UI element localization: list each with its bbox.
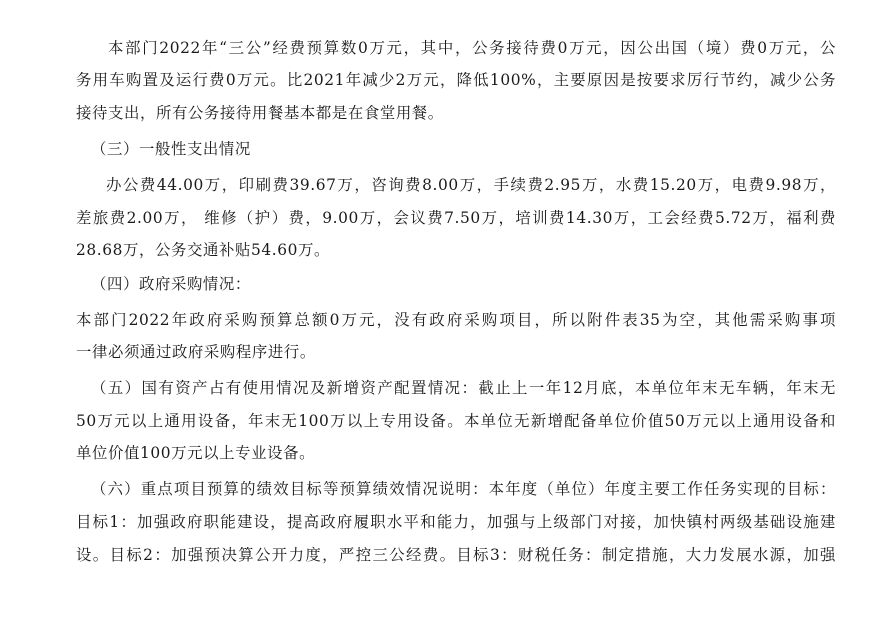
section-heading-procurement: （四）政府采购情况： [91, 275, 251, 293]
paragraph-performance-line-3: 设。目标2：加强预决算公开力度，严控三公经费。目标3：财税任务：制定措施，大力发展水源，加强 [76, 546, 836, 564]
paragraph-procurement-line-2: 一律必须通过政府采购程序进行。 [76, 343, 316, 361]
paragraph-performance-line-1: （六）重点项目预算的绩效目标等预算绩效情况说明：本年度（单位）年度主要工作任务实现的目标： [91, 480, 836, 498]
section-heading-general-expenditure: （三）一般性支出情况 [91, 140, 251, 158]
paragraph-sangong-line-1: 本部门2022年“三公”经费预算数0万元，其中，公务接待费0万元，因公出国（境）费0万元，公 [108, 39, 836, 57]
paragraph-expenses-line-2: 差旅费2.00万， 维修（护）费，9.00万，会议费7.50万，培训费14.30万，工会经费5.72万，福利费 [76, 209, 836, 227]
paragraph-performance-line-2: 目标1：加强政府职能建设，提高政府履职水平和能力，加强与上级部门对接，加快镇村两级基础设施建 [76, 513, 836, 531]
paragraph-assets-line-1: （五）国有资产占有使用情况及新增资产配置情况：截止上一年12月底，本单位年末无车辆，年末无 [91, 379, 836, 397]
paragraph-sangong-line-3: 接待支出，所有公务接待用餐基本都是在食堂用餐。 [76, 104, 444, 122]
paragraph-expenses-line-1: 办公费44.00万，印刷费39.67万，咨询费8.00万，手续费2.95万，水费15.20万，电费9.98万， [106, 176, 836, 194]
paragraph-assets-line-2: 50万元以上通用设备，年末无100万以上专用设备。本单位无新增配备单位价值50万元以上通用设备和 [76, 412, 836, 430]
paragraph-procurement-line-1: 本部门2022年政府采购预算总额0万元，没有政府采购项目，所以附件表35为空，其他需采购事项 [76, 311, 836, 329]
paragraph-assets-line-3: 单位价值100万元以上专业设备。 [76, 444, 316, 462]
paragraph-sangong-line-2: 务用车购置及运行费0万元。比2021年减少2万元，降低100%，主要原因是按要求厉行节约，减少公务 [76, 71, 836, 89]
paragraph-expenses-line-3: 28.68万，公务交通补贴54.60万。 [76, 241, 331, 259]
